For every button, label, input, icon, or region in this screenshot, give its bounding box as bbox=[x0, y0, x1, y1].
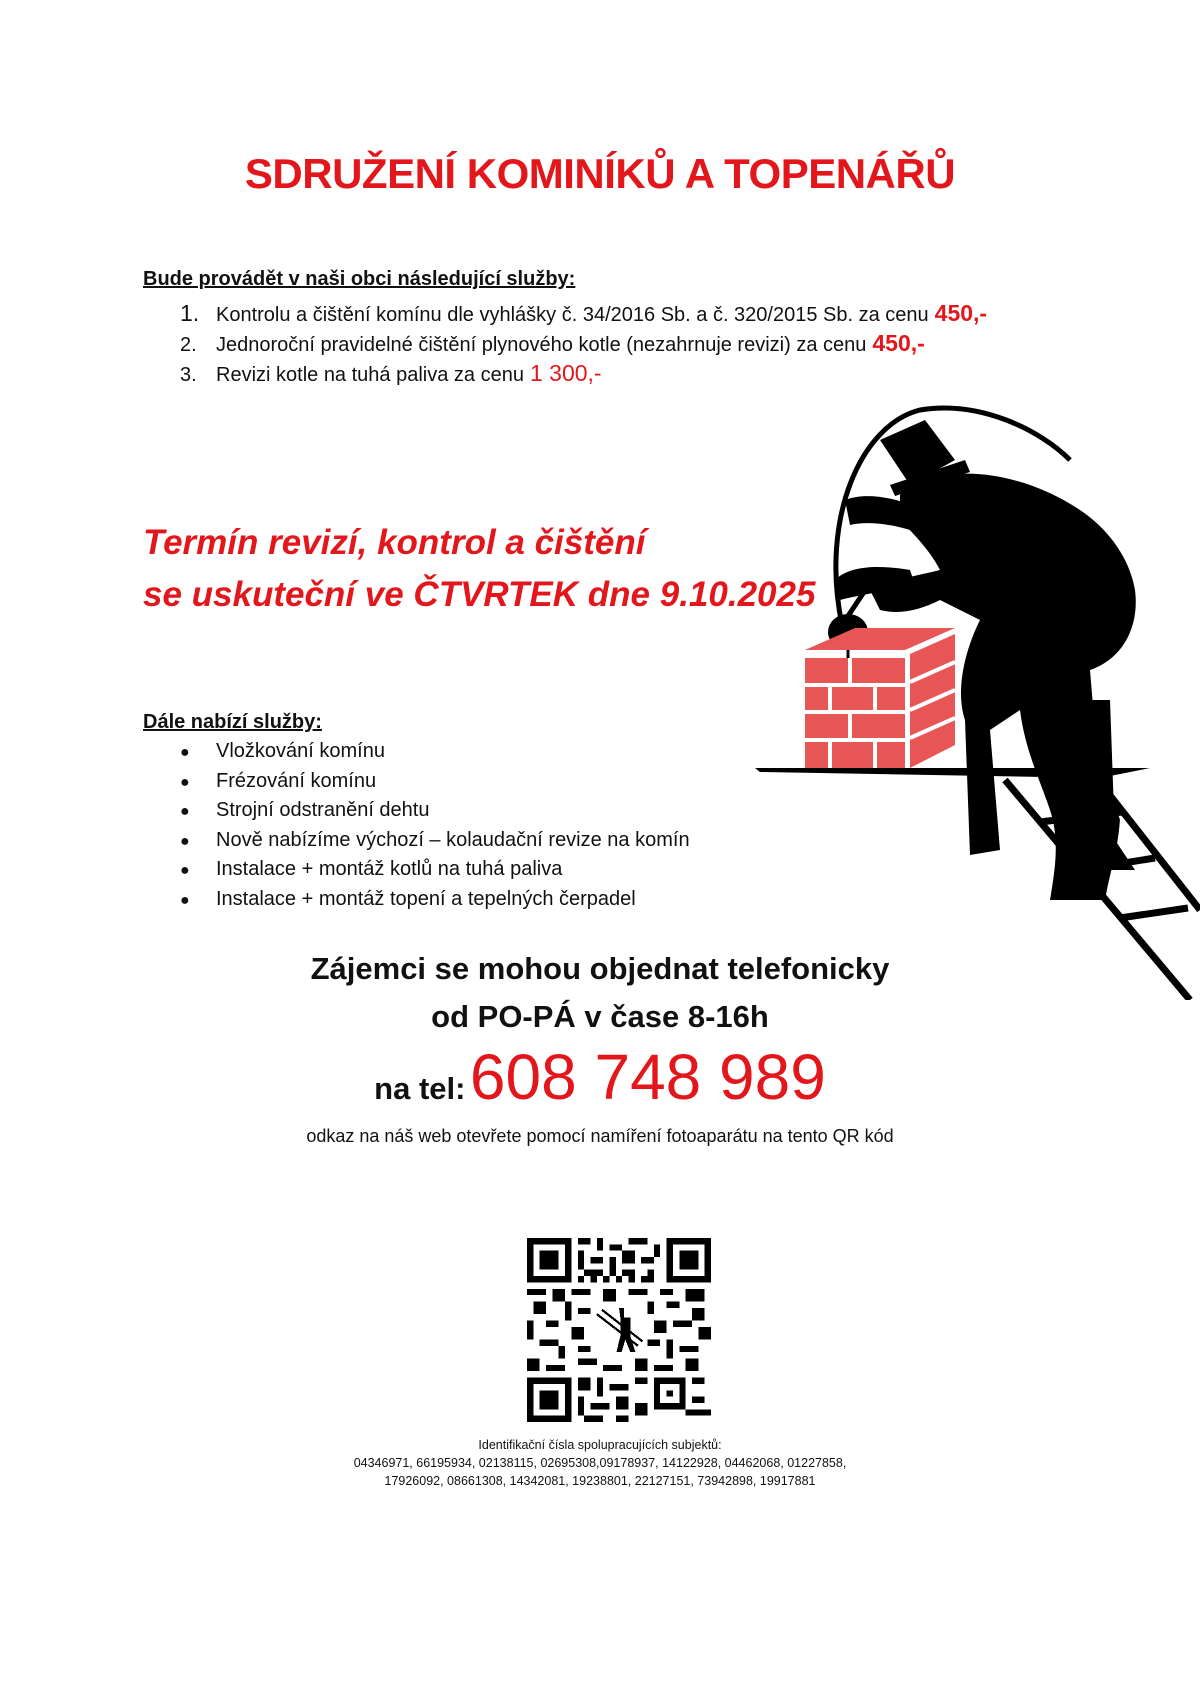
additional-services-heading: Dále nabízí služby: bbox=[143, 711, 322, 733]
chimney-sweep-illustration-icon bbox=[750, 400, 1200, 1000]
appointment-line-2: se uskuteční ve ČTVRTEK dne 9.10.2025 bbox=[143, 575, 816, 614]
service-item bbox=[180, 300, 987, 330]
phone-row bbox=[0, 1040, 1200, 1114]
list-item bbox=[180, 770, 690, 800]
list-item-text: Strojní odstranění dehtu bbox=[216, 799, 430, 821]
service-text: Jednoroční pravidelné čištění plynového kotle (nezahrnuje revizi) za cenu bbox=[216, 334, 867, 356]
footer bbox=[0, 1436, 1200, 1490]
bullet-icon: ● bbox=[180, 891, 190, 909]
list-item-text: Instalace + montáž kotlů na tuhá paliva bbox=[216, 858, 563, 880]
appointment-notice bbox=[143, 517, 815, 621]
footer-heading: Identifikační čísla spolupracujících subjektů: bbox=[478, 1438, 722, 1452]
page-title: SDRUŽENÍ KOMINÍKŮ A TOPENÁŘŮ bbox=[244, 150, 956, 197]
list-item-text: Nově nabízíme výchozí – kolaudační revize na komín bbox=[216, 828, 690, 851]
additional-services-list bbox=[180, 740, 690, 917]
service-price: 1 300,- bbox=[529, 360, 602, 386]
list-item-text: Frézování komínu bbox=[216, 769, 377, 792]
qr-code-icon[interactable] bbox=[527, 1238, 711, 1422]
service-price: 450,- bbox=[934, 300, 988, 326]
bullet-icon: ● bbox=[180, 862, 190, 879]
footer-ids-line-2: 17926092, 08661308, 14342081, 19238801, 22127151, 73942898, 19917881 bbox=[384, 1474, 816, 1488]
appointment-line-1: Termín revizí, kontrol a čištění bbox=[143, 523, 646, 562]
phone-label: na tel: bbox=[374, 1071, 466, 1106]
service-text: Revizi kotle na tuhá paliva za cenu bbox=[216, 364, 524, 386]
list-item bbox=[180, 829, 690, 859]
phone-number-link[interactable]: 608 748 989 bbox=[469, 1041, 826, 1113]
service-price: 450,- bbox=[872, 330, 925, 356]
service-item bbox=[180, 360, 987, 390]
order-line-2: od PO-PÁ v čase 8-16h bbox=[431, 999, 769, 1034]
list-item bbox=[180, 740, 690, 770]
service-item bbox=[180, 330, 987, 360]
service-number: 2. bbox=[180, 334, 197, 356]
service-number: 1. bbox=[180, 300, 200, 326]
services-heading: Bude provádět v naši obci následující služby: bbox=[143, 268, 576, 290]
footer-ids-line-1: 04346971, 66195934, 02138115, 02695308,09178937, 14122928, 04462068, 01227858, bbox=[353, 1456, 847, 1470]
list-item bbox=[180, 799, 690, 829]
order-info bbox=[0, 945, 1200, 1041]
services-list bbox=[180, 300, 987, 390]
bullet-icon: ● bbox=[180, 773, 190, 791]
list-item-text: Vložkování komínu bbox=[216, 740, 385, 762]
service-number: 3. bbox=[180, 364, 197, 386]
bullet-icon: ● bbox=[180, 744, 190, 761]
list-item bbox=[180, 888, 690, 918]
list-item-text: Instalace + montáž topení a tepelných čerpadel bbox=[216, 887, 636, 910]
bullet-icon: ● bbox=[180, 803, 190, 820]
qr-caption: odkaz na náš web otevřete pomocí namíření fotoaparátu na tento QR kód bbox=[306, 1126, 894, 1146]
service-text: Kontrolu a čištění komínu dle vyhlášky č. 34/2016 Sb. a č. 320/2015 Sb. za cenu bbox=[216, 304, 929, 326]
list-item bbox=[180, 858, 690, 888]
bullet-icon: ● bbox=[180, 832, 190, 850]
order-line-1: Zájemci se mohou objednat telefonicky bbox=[310, 951, 890, 986]
